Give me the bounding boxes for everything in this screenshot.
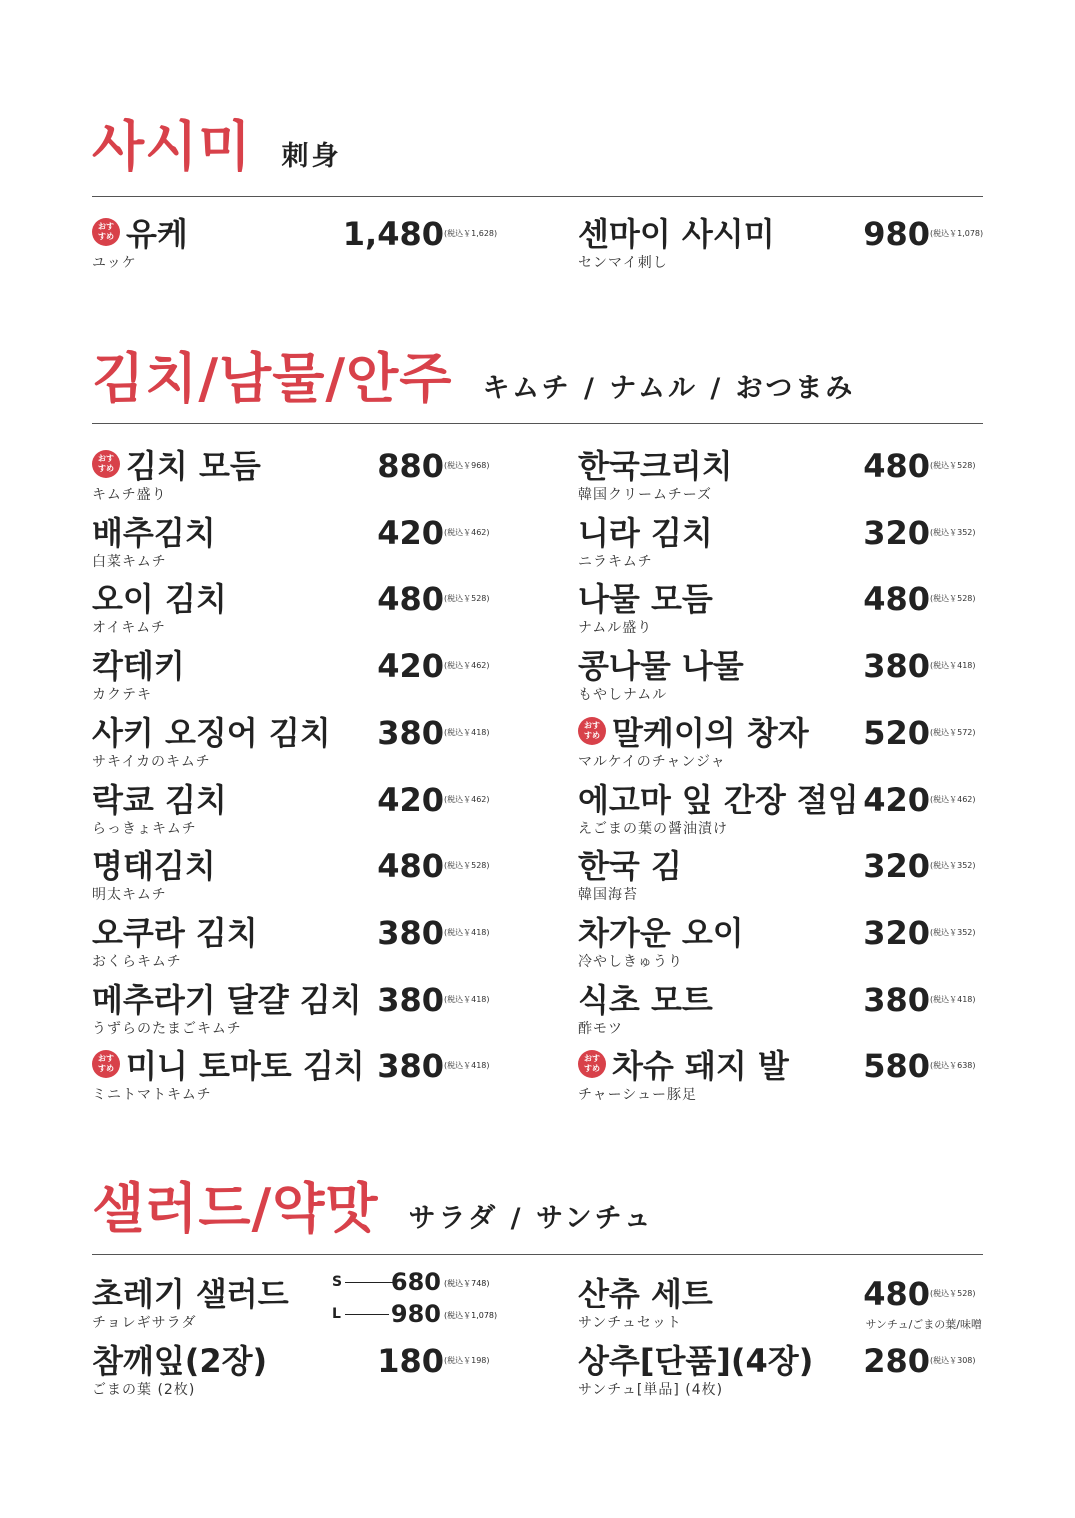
item-tax: (税込￥1,628) (444, 229, 498, 238)
item-price: 380 (863, 647, 930, 686)
item-subtitle: うずらのたまごキムチ (92, 1020, 242, 1037)
menu-item[interactable] (92, 846, 496, 906)
item-price: 420 (863, 780, 930, 819)
item-tax: (税込￥418) (444, 994, 490, 1004)
item-subtitle: ナムル盛り (578, 620, 653, 637)
size-label: S (332, 1274, 343, 1290)
item-subtitle: もやしナムル (578, 687, 668, 704)
item-subtitle: サキイカのキムチ (92, 753, 211, 770)
item-subtitle: おくらキムチ (92, 953, 182, 970)
item-price: 320 (863, 913, 930, 952)
item-name: 말케이의 창자 (612, 713, 809, 752)
item-subtitle: センマイ刺し (578, 255, 668, 271)
item-name: 상추[단품](4장) (578, 1342, 814, 1380)
item-subtitle: 酢モツ (578, 1020, 623, 1037)
item-price: 380 (377, 980, 444, 1019)
size-tax: (税込￥748) (444, 1279, 490, 1288)
section-title-ja: サラダ / サンチュ (408, 1203, 654, 1234)
menu-item[interactable] (578, 579, 982, 639)
item-name: 사키 오징어 김치 (92, 713, 331, 752)
size-label: L (332, 1306, 341, 1322)
item-note: サンチュ/ごまの葉/味噌 (865, 1318, 982, 1331)
item-tax: (税込￥462) (930, 794, 976, 804)
recommend-badge: おす すめ (578, 1050, 606, 1078)
section-title-ko: 김치/남물/안주 (92, 347, 453, 410)
item-price: 280 (863, 1342, 930, 1380)
item-tax: (税込￥352) (930, 527, 976, 537)
menu-item[interactable] (92, 1341, 496, 1401)
section-header-sashimi (92, 115, 983, 178)
item-tax: (税込￥352) (930, 927, 976, 937)
item-tax: (税込￥528) (930, 594, 976, 604)
item-subtitle: 韓国海苔 (578, 887, 638, 904)
item-subtitle: 白菜キムチ (92, 553, 167, 570)
item-name: 차가운 오이 (578, 913, 744, 952)
item-tax: (税込￥528) (444, 861, 490, 871)
menu-item[interactable] (578, 1341, 982, 1401)
item-subtitle: 冷やしきゅうり (578, 953, 683, 970)
menu-item[interactable] (578, 446, 982, 506)
item-tax: (税込￥528) (930, 461, 976, 470)
item-price: 420 (377, 647, 444, 686)
item-name: 나물 모듬 (578, 580, 713, 619)
item-price: 380 (863, 980, 930, 1019)
item-price: 580 (863, 1047, 930, 1086)
section-title-ko: 사시미 (92, 115, 252, 178)
leader-line (345, 1314, 389, 1315)
item-subtitle: 明太キムチ (92, 887, 167, 904)
recommend-badge: おす すめ (92, 218, 120, 246)
item-tax: (税込￥418) (930, 994, 976, 1004)
item-subtitle: ミニトマトキムチ (92, 1087, 212, 1104)
item-tax: (税込￥352) (930, 861, 976, 871)
menu-item[interactable] (92, 780, 496, 840)
divider (92, 1254, 983, 1255)
item-subtitle: チョレギサラダ (92, 1315, 197, 1331)
recommend-badge: おす すめ (578, 717, 606, 745)
item-name: 오이 김치 (92, 580, 227, 619)
menu-item[interactable] (578, 646, 982, 706)
item-subtitle: オイキムチ (92, 620, 166, 637)
item-price: 480 (377, 847, 444, 886)
item-tax: (税込￥462) (444, 794, 490, 804)
item-name: 콩나물 나물 (578, 647, 744, 686)
recommend-badge: おす すめ (92, 1050, 120, 1078)
menu-item[interactable] (92, 913, 496, 973)
size-l-row (332, 1300, 496, 1328)
menu-item[interactable] (578, 980, 982, 1040)
menu-item[interactable] (92, 713, 496, 773)
item-tax: (税込￥572) (930, 727, 976, 737)
item-name: 참깨잎(2장) (92, 1342, 268, 1380)
menu-item[interactable] (92, 1046, 496, 1106)
item-name: 산츄 세트 (578, 1275, 713, 1313)
item-tax: (税込￥528) (444, 594, 490, 604)
item-name: 식초 모트 (578, 980, 713, 1019)
item-name: 락쿄 김치 (92, 780, 227, 819)
divider (92, 196, 983, 197)
item-price: 980 (863, 215, 930, 253)
item-name: 센마이 사시미 (578, 215, 775, 253)
section-title-ja: キムチ / ナムル / おつまみ (482, 373, 856, 404)
item-price: 420 (377, 780, 444, 819)
item-price: 380 (377, 1047, 444, 1086)
size-s-row (332, 1268, 496, 1296)
size-price: 980 (390, 1300, 441, 1328)
menu-item[interactable] (578, 513, 982, 573)
item-subtitle: ユッケ (92, 255, 137, 271)
item-subtitle: ごまの葉 (2枚) (92, 1382, 196, 1398)
item-name: 니라 김치 (578, 513, 713, 552)
item-price: 480 (863, 580, 930, 619)
item-name: 에고마 잎 간장 절임 (578, 780, 859, 819)
item-price: 480 (863, 447, 930, 485)
item-tax: (税込￥968) (444, 461, 490, 470)
menu-item[interactable] (92, 980, 496, 1040)
recommend-badge: おす すめ (92, 450, 120, 478)
item-subtitle: チャーシュー豚足 (578, 1087, 698, 1104)
menu-item[interactable] (578, 913, 982, 973)
item-name: 배추김치 (92, 513, 216, 552)
menu-item[interactable] (92, 446, 496, 506)
item-name: 유케 (126, 215, 188, 253)
section-title-ja: 刺身 (281, 141, 342, 172)
item-tax: (税込￥462) (444, 661, 490, 671)
section-title-ko: 샐러드/약맛 (92, 1177, 379, 1240)
item-name: 김치 모듬 (126, 447, 261, 485)
menu-item[interactable] (578, 846, 982, 906)
item-name: 명태김치 (92, 847, 216, 886)
item-tax: (税込￥198) (444, 1356, 490, 1365)
item-name: 초레기 샐러드 (92, 1275, 289, 1313)
item-price: 320 (863, 847, 930, 886)
menu-item[interactable] (92, 513, 496, 573)
item-tax: (税込￥528) (930, 1289, 976, 1298)
item-tax: (税込￥418) (444, 1061, 490, 1071)
menu-item[interactable] (92, 214, 496, 274)
item-price: 320 (863, 513, 930, 552)
item-name: 메추라기 달걀 김치 (92, 980, 362, 1019)
section-header-kimchi (92, 347, 983, 410)
item-subtitle: ニラキムチ (578, 553, 653, 570)
item-subtitle: らっきょキムチ (92, 820, 197, 837)
item-tax: (税込￥418) (444, 727, 490, 737)
menu-item-sanchu-set[interactable] (578, 1274, 982, 1334)
menu-item[interactable] (92, 579, 496, 639)
item-subtitle: えごまの葉の醤油漬け (578, 820, 728, 837)
menu-item[interactable] (578, 713, 982, 773)
item-name: 미니 토마토 김치 (126, 1047, 365, 1086)
item-price: 180 (377, 1342, 444, 1380)
item-subtitle: 韓国クリームチーズ (578, 487, 713, 503)
item-name: 칵테키 (92, 647, 185, 686)
item-price: 520 (863, 713, 930, 752)
item-name: 오쿠라 김치 (92, 913, 258, 952)
item-tax: (税込￥418) (444, 927, 490, 937)
size-tax: (税込￥1,078) (444, 1311, 498, 1320)
item-tax: (税込￥308) (930, 1356, 976, 1365)
item-name: 차슈 돼지 발 (612, 1047, 789, 1086)
item-price: 1,480 (342, 215, 444, 253)
item-subtitle: サンチュセット (578, 1315, 682, 1331)
item-subtitle: カクテキ (92, 687, 152, 704)
menu-item[interactable] (578, 780, 982, 840)
item-price: 480 (863, 1275, 930, 1313)
size-price: 680 (390, 1268, 441, 1296)
divider (92, 423, 983, 424)
item-tax: (税込￥1,078) (930, 229, 984, 238)
item-subtitle: マルケイのチャンジャ (578, 753, 726, 770)
menu-item[interactable] (92, 646, 496, 706)
item-price: 480 (377, 580, 444, 619)
menu-item[interactable] (578, 214, 982, 274)
item-tax: (税込￥462) (444, 527, 490, 537)
item-name: 한국크리치 (578, 447, 733, 485)
section-header-salad (92, 1177, 983, 1240)
menu-item[interactable] (578, 1046, 982, 1106)
item-price: 420 (377, 513, 444, 552)
item-subtitle: キムチ盛り (92, 487, 167, 503)
leader-line (345, 1282, 395, 1283)
item-tax: (税込￥418) (930, 661, 976, 671)
item-price: 880 (377, 447, 444, 485)
item-price: 380 (377, 913, 444, 952)
item-tax: (税込￥638) (930, 1061, 976, 1071)
item-subtitle: サンチュ[単品] (4枚) (578, 1382, 724, 1398)
item-price: 380 (377, 713, 444, 752)
item-name: 한국 김 (578, 847, 682, 886)
